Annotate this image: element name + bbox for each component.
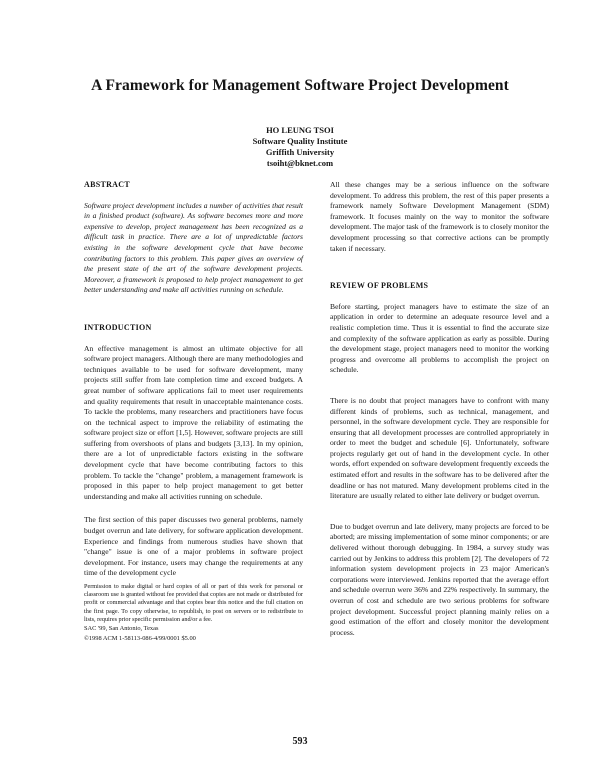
copyright-line: ©1998 ACM 1-58113-086-4/99/0001 $5.00 <box>84 634 196 642</box>
abstract-text: Software project development includes a number of activities that result in a finished product (software). As software becomes more and more expensive to develop, project management has been recognized as a difficult task in practice. There are a lot of unpredictable factors existing in the software development cycle that have become contributing factors to this problem. This paper gives an overview of the present state of the art of the software development projects. Moreover, a framework is proposed to help project management to get better understanding and make all activities running on schedule. <box>84 200 303 295</box>
conference-venue: SAC '99, San Antonio, Texas <box>84 625 159 633</box>
right-column <box>330 180 549 638</box>
paper-title: A Framework for Management Software Project Development <box>91 77 509 94</box>
introduction-paragraph-2: The first section of this paper discusses two general problems, namely budget overrun and late delivery, for software application development. Experience and findings from numerous studies have shown that "change" issue is one of a major problems in software project development. For instance, users may change the requirements at any time of the development cycle <box>84 515 303 578</box>
author-name: HO LEUNG TSOI <box>266 125 334 135</box>
review-paragraph-1: Before starting, project managers have to estimate the size of an application in order to determine an adequate resource level and a realistic completion time. Thus it is essential to find the accurate size and complexity of the software application as early as possible. During the development stage, project managers need to monitor the working progress and overcome all problems to accomplish the project on schedule. <box>330 301 549 375</box>
right-intro-paragraph: All these changes may be a serious influence on the software development. To address this problem, the rest of this paper presents a framework namely Software Development Management (SDM) framework. It focuses mainly on the way to monitor the software development. The major task of the framework is to closely monitor the development processing so that corrective actions can be promptly taken if necessary. <box>330 180 549 253</box>
introduction-heading: INTRODUCTION <box>84 322 152 332</box>
author-email: tsoiht@bknet.com <box>266 158 334 168</box>
author-block <box>0 125 600 169</box>
author-affiliation: Software Quality Institute <box>252 136 348 146</box>
permission-notice: Permission to make digital or hard copies of all or part of this work for personal or classroom use is granted without fee provided that copies are not made or distributed for profit or commercial advantage and that copies bear this notice and the full citation on the first page. To copy otherwise, to republish, to post on servers or to redistribute to lists, requires prior specific permission and/or a fee. <box>84 583 303 623</box>
page-number: 593 <box>292 736 308 747</box>
review-paragraph-3: Due to budget overrun and late delivery, many projects are forced to be aborted; are missing implementation of some minor components; or are delivered without thorough debugging. In 1984, a survey study was carried out by Jenkins to address this problem [2]. The developers of 72 information system development projects in 23 major American's corporations were interviewed. Jenkins reported that the average effort and schedule overrun were 36% and 22% respectively. In summary, the overrun of cost and schedule are two serious problems for software project development. Successful project planning mainly relies on a good estimation of the effort and closely monitor the development process. <box>330 521 549 637</box>
review-heading: REVIEW OF PROBLEMS <box>330 281 429 291</box>
author-university: Griffith University <box>265 147 335 157</box>
review-paragraph-2: There is no doubt that project managers have to confront with many different kinds of problems, such as technical, management, and personnel, in the software development cycle. They are responsible for ensuring that all development processes are controlled appropriately in order to meet the budget and schedule [6]. Unfortunately, software projects regularly get out of hand in the development cycle. In other words, effort expended on software development frequently exceeds the estimated effort and results in the software has to be delivered after the deadline or has not matured. Many development problems cited in the literature are usually related to either late delivery or budget overrun. <box>330 395 549 501</box>
introduction-paragraph-1: An effective management is almost an ultimate objective for all software project managers. Although there are many methodologies and techniques available to be used for software development, many projects still suffer from late completion time and exceed budgets. A great number of software applications fail to meet user requirements and quality requirements that result in unacceptable maintenance costs. To tackle the problems, many researchers and practitioners have focus on the technical aspect to improve the reliability of estimating the software project size or effort [1,5]. However, software projects are still suffering from overshoots of plans and budgets [3,13]. In my opinion, there are a lot of unpredictable factors existing in the software development cycle that have become contributing factors to this problem. To tackle the "change" problem, a management framework is proposed in this paper to help project management to get better understanding and make all activities running on schedule. <box>84 343 303 501</box>
abstract-heading: ABSTRACT <box>84 180 130 189</box>
left-column <box>84 180 303 643</box>
